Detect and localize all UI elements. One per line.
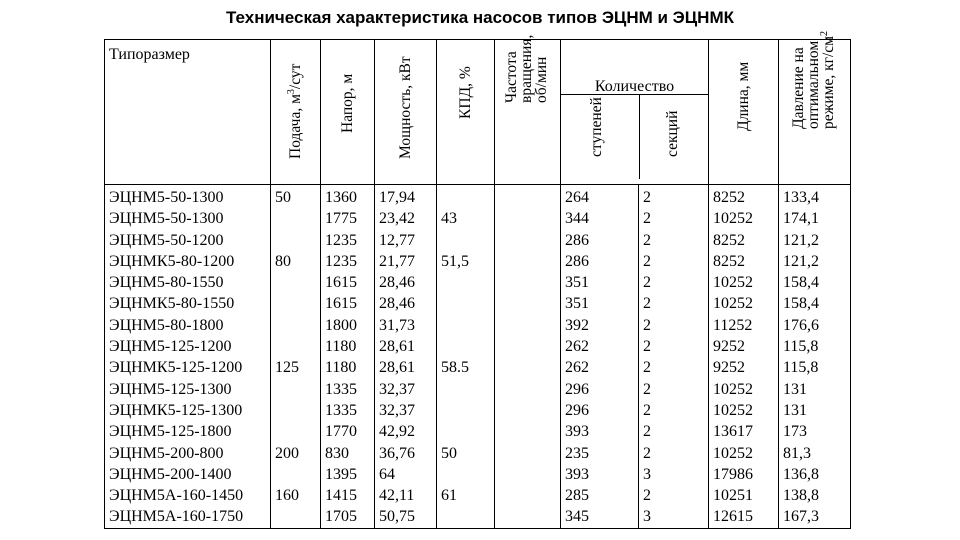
- table-cell-speed: [499, 315, 560, 336]
- header-efficiency-label: КПД, %: [456, 66, 474, 119]
- table-cell-efficiency: [441, 464, 494, 485]
- table-cell-pressure: 133,4: [783, 189, 819, 206]
- table-cell-efficiency: [441, 293, 494, 314]
- table-cell-pressure: 158,4: [783, 274, 819, 292]
- table-cell-sections: 2: [643, 380, 651, 398]
- table-cell-type: ЭЦНМ5А-160-1750: [109, 508, 244, 526]
- table-cell-stages: 393: [565, 423, 589, 441]
- table-cell-length: 10252: [713, 210, 753, 228]
- table-cell-flow: 50: [275, 189, 291, 206]
- table-cell-efficiency: 58.5: [441, 359, 469, 377]
- table-cell-length: 10252: [713, 274, 753, 292]
- table-cell-sections: 2: [643, 423, 651, 441]
- table-cell-stages: 285: [565, 487, 589, 505]
- table-cell-efficiency: 61: [441, 487, 457, 505]
- table-cell-head: 1360: [325, 189, 357, 206]
- table-cell-stages: 296: [565, 401, 589, 419]
- table-cell-pressure: 174,1: [783, 210, 819, 228]
- table-cell-sections: 2: [643, 316, 651, 334]
- table-cell-pressure: 121,2: [783, 252, 819, 270]
- table-cell-speed: [499, 230, 560, 251]
- table-cell-head: 1615: [325, 274, 357, 292]
- table-cell-pressure: 115,8: [783, 359, 819, 377]
- table-cell-stages: 351: [565, 274, 589, 292]
- table-cell-sections: 3: [643, 508, 651, 526]
- table-cell-length: 10252: [713, 295, 753, 313]
- table-cell-flow: [275, 336, 320, 357]
- table-cell-pressure: 167,3: [783, 508, 819, 526]
- table-cell-length: 17986: [713, 465, 753, 483]
- col-power: [375, 185, 437, 529]
- table-cell-flow: [275, 293, 320, 314]
- header-pressure-sup: 2: [818, 31, 830, 37]
- table-cell-head: 1775: [325, 210, 357, 228]
- table-cell-efficiency: [441, 379, 494, 400]
- header-quantity: Количество: [594, 78, 675, 95]
- table-cell-head: 1395: [325, 465, 357, 483]
- table-cell-length: 13617: [713, 423, 753, 441]
- table-cell-length: 9252: [713, 338, 745, 356]
- header-head: [321, 40, 375, 185]
- table-cell-power: 64: [379, 465, 395, 483]
- table-cell-length: 8252: [713, 189, 745, 206]
- table-cell-head: 1415: [325, 487, 357, 505]
- table-cell-pressure: 121,2: [783, 231, 819, 249]
- table-cell-sections: 2: [643, 338, 651, 356]
- table-cell-length: 12615: [713, 508, 753, 526]
- table-cell-head: 1235: [325, 231, 357, 249]
- header-pressure-line2: оптимальном: [804, 40, 822, 129]
- table-cell-speed: [499, 485, 560, 506]
- table-cell-stages: 345: [565, 508, 589, 526]
- header-speed-line1: Частота: [502, 51, 520, 103]
- header-type: Типоразмер: [105, 40, 271, 185]
- table-cell-pressure: 81,3: [783, 444, 811, 462]
- col-length: [709, 185, 779, 529]
- table-cell-power: 32,37: [379, 380, 415, 398]
- header-length: [709, 40, 779, 185]
- table-cell-head: 1335: [325, 380, 357, 398]
- table-cell-sections: 2: [643, 252, 651, 270]
- table-cell-stages: 392: [565, 316, 589, 334]
- table-cell-flow: [275, 315, 320, 336]
- table-cell-speed: [499, 379, 560, 400]
- col-speed: [495, 185, 561, 529]
- table-cell-length: 9252: [713, 359, 745, 377]
- table-cell-pressure: 115,8: [783, 338, 819, 356]
- table-cell-sections: 2: [643, 401, 651, 419]
- table-cell-flow: [275, 230, 320, 251]
- table-cell-type: ЭЦНМ5-200-1400: [109, 465, 232, 483]
- header-speed: [495, 34, 561, 185]
- table-cell-stages: 235: [565, 444, 589, 462]
- table-cell-efficiency: [441, 336, 494, 357]
- table-cell-stages: 264: [565, 189, 589, 206]
- table-cell-flow: [275, 272, 320, 293]
- table-cell-flow: 125: [275, 359, 299, 377]
- table-cell-stages: 262: [565, 338, 589, 356]
- header-pressure-line3: режиме, кг/см: [819, 36, 837, 129]
- header-pressure: [779, 31, 851, 185]
- table-cell-power: 23,42: [379, 210, 415, 228]
- table-cell-speed: [499, 208, 560, 229]
- table-cell-pressure: 131: [783, 401, 807, 419]
- table-cell-speed: [499, 443, 560, 464]
- table-cell-power: 42,92: [379, 423, 415, 441]
- table-cell-power: 17,94: [379, 189, 415, 206]
- col-pressure: [779, 185, 851, 529]
- table-cell-power: 28,46: [379, 295, 415, 313]
- table-cell-stages: 344: [565, 210, 589, 228]
- table-cell-sections: 2: [643, 359, 651, 377]
- table-cell-sections: 2: [643, 189, 651, 206]
- table-cell-type: ЭЦНМК5-80-1200: [109, 252, 235, 270]
- table-cell-length: 10252: [713, 444, 753, 462]
- table-cell-type: ЭЦНМ5-50-1300: [109, 189, 224, 206]
- table-cell-flow: 80: [275, 252, 291, 270]
- table-cell-type: ЭЦНМ5-80-1800: [109, 316, 224, 334]
- table-cell-efficiency: [441, 230, 494, 251]
- table-cell-length: 8252: [713, 231, 745, 249]
- table-cell-head: 1335: [325, 401, 357, 419]
- table-cell-speed: [499, 400, 560, 421]
- header-flow-sup: 3: [285, 89, 297, 95]
- table-cell-type: ЭЦНМ5А-160-1450: [109, 487, 244, 505]
- table-cell-head: 1180: [325, 338, 357, 356]
- table-cell-length: 10252: [713, 380, 753, 398]
- header-stages: ступеней: [588, 97, 605, 157]
- table-cell-sections: 2: [643, 274, 651, 292]
- table-cell-efficiency: [441, 315, 494, 336]
- header-efficiency: [437, 40, 495, 185]
- table-cell-length: 11252: [713, 316, 753, 334]
- table-cell-power: 36,76: [379, 444, 415, 462]
- table-cell-type: ЭЦНМ5-200-800: [109, 444, 224, 462]
- table-cell-pressure: 158,4: [783, 295, 819, 313]
- table-cell-head: 1615: [325, 295, 357, 313]
- table-cell-type: ЭЦНМ5-80-1550: [109, 274, 224, 292]
- table-cell-sections: 2: [643, 231, 651, 249]
- table-cell-pressure: 131: [783, 380, 807, 398]
- table-cell-type: ЭЦНМК5-125-1200: [109, 359, 243, 377]
- table-cell-pressure: 138,8: [783, 487, 819, 505]
- table-cell-efficiency: 50: [441, 444, 457, 462]
- table-cell-flow: [275, 379, 320, 400]
- table-cell-stages: 296: [565, 380, 589, 398]
- header-sections: секций: [664, 110, 681, 157]
- header-head-label: Напор, м: [338, 73, 356, 133]
- table-cell-flow: [275, 464, 320, 485]
- table-cell-type: ЭЦНМК5-80-1550: [109, 295, 235, 313]
- table-cell-pressure: 136,8: [783, 465, 819, 483]
- table-cell-length: 10251: [713, 487, 753, 505]
- table-cell-power: 12,77: [379, 231, 415, 249]
- table-cell-power: 31,73: [379, 316, 415, 334]
- table-cell-pressure: 176,6: [783, 316, 819, 334]
- table-cell-flow: 200: [275, 444, 299, 462]
- header-flow: [271, 40, 321, 185]
- table-cell-sections: 2: [643, 295, 651, 313]
- table-cell-stages: 286: [565, 231, 589, 249]
- header-power-label: Мощность, кВт: [396, 56, 414, 159]
- table-cell-head: 1705: [325, 508, 357, 526]
- table-cell-stages: 393: [565, 465, 589, 483]
- table-cell-type: ЭЦНМ5-125-1300: [109, 380, 232, 398]
- table-cell-speed: [499, 506, 560, 527]
- header-pressure-line1: Давление на: [789, 47, 807, 129]
- table-cell-efficiency: 51,5: [441, 252, 469, 270]
- table-cell-speed: [499, 464, 560, 485]
- table-cell-pressure: 173: [783, 423, 807, 441]
- table-cell-length: 10252: [713, 401, 753, 419]
- table-cell-speed: [499, 187, 560, 208]
- table-cell-efficiency: [441, 272, 494, 293]
- header-flow-prefix: Подача, м: [286, 94, 304, 159]
- table-cell-speed: [499, 336, 560, 357]
- table-cell-power: 28,46: [379, 274, 415, 292]
- table-cell-type: ЭЦНМ5-50-1300: [109, 210, 224, 228]
- table-body-row: [105, 185, 851, 529]
- table-cell-head: 1180: [325, 359, 357, 377]
- table-cell-stages: 351: [565, 295, 589, 313]
- col-type: [105, 185, 271, 529]
- col-stages: [561, 185, 639, 529]
- table-cell-sections: 3: [643, 465, 651, 483]
- table-cell-power: 42,11: [379, 487, 415, 505]
- table-cell-power: 32,37: [379, 401, 415, 419]
- table-cell-sections: 2: [643, 487, 651, 505]
- table-cell-stages: 262: [565, 359, 589, 377]
- table-cell-speed: [499, 272, 560, 293]
- header-length-label: Длина, мм: [734, 61, 752, 131]
- table-cell-length: 8252: [713, 252, 745, 270]
- header-flow-suffix: /сут: [286, 63, 304, 90]
- table-cell-stages: 286: [565, 252, 589, 270]
- table-cell-speed: [499, 421, 560, 442]
- col-flow: [271, 185, 321, 529]
- col-head: [321, 185, 375, 529]
- header-quantity-group: [561, 40, 709, 185]
- col-sections: [639, 185, 709, 529]
- table-cell-efficiency: [441, 400, 494, 421]
- table-cell-flow: 160: [275, 487, 299, 505]
- table-cell-head: 1770: [325, 423, 357, 441]
- table-cell-type: ЭЦНМ5-50-1200: [109, 231, 224, 249]
- header-speed-line3: об/мин: [532, 56, 550, 103]
- table-cell-power: 28,61: [379, 359, 415, 377]
- table-cell-efficiency: [441, 421, 494, 442]
- header-speed-line2: вращения,: [517, 34, 535, 103]
- table-cell-sections: 2: [643, 444, 651, 462]
- table-cell-efficiency: 43: [441, 210, 457, 228]
- table-cell-flow: [275, 208, 320, 229]
- table-cell-head: 830: [325, 444, 349, 462]
- table-cell-efficiency: [441, 187, 494, 208]
- table-header-row: [105, 40, 851, 185]
- table-cell-head: 1800: [325, 316, 357, 334]
- table-cell-type: ЭЦНМ5-125-1800: [109, 423, 232, 441]
- table-cell-power: 21,77: [379, 252, 415, 270]
- table-cell-type: ЭЦНМ5-125-1200: [109, 338, 232, 356]
- page-title: Техническая характеристика насосов типов ЭЦНМ и ЭЦНМК: [225, 8, 735, 27]
- table-cell-sections: 2: [643, 210, 651, 228]
- table-cell-power: 28,61: [379, 338, 415, 356]
- pump-spec-table: [104, 31, 851, 529]
- col-efficiency: [437, 185, 495, 529]
- table-cell-flow: [275, 421, 320, 442]
- table-cell-speed: [499, 357, 560, 378]
- table-cell-power: 50,75: [379, 508, 415, 526]
- table-cell-type: ЭЦНМК5-125-1300: [109, 401, 243, 419]
- table-cell-flow: [275, 400, 320, 421]
- table-cell-speed: [499, 293, 560, 314]
- table-cell-flow: [275, 506, 320, 527]
- table-cell-speed: [499, 251, 560, 272]
- table-cell-efficiency: [441, 506, 494, 527]
- table-cell-head: 1235: [325, 252, 357, 270]
- header-power: [375, 40, 437, 185]
